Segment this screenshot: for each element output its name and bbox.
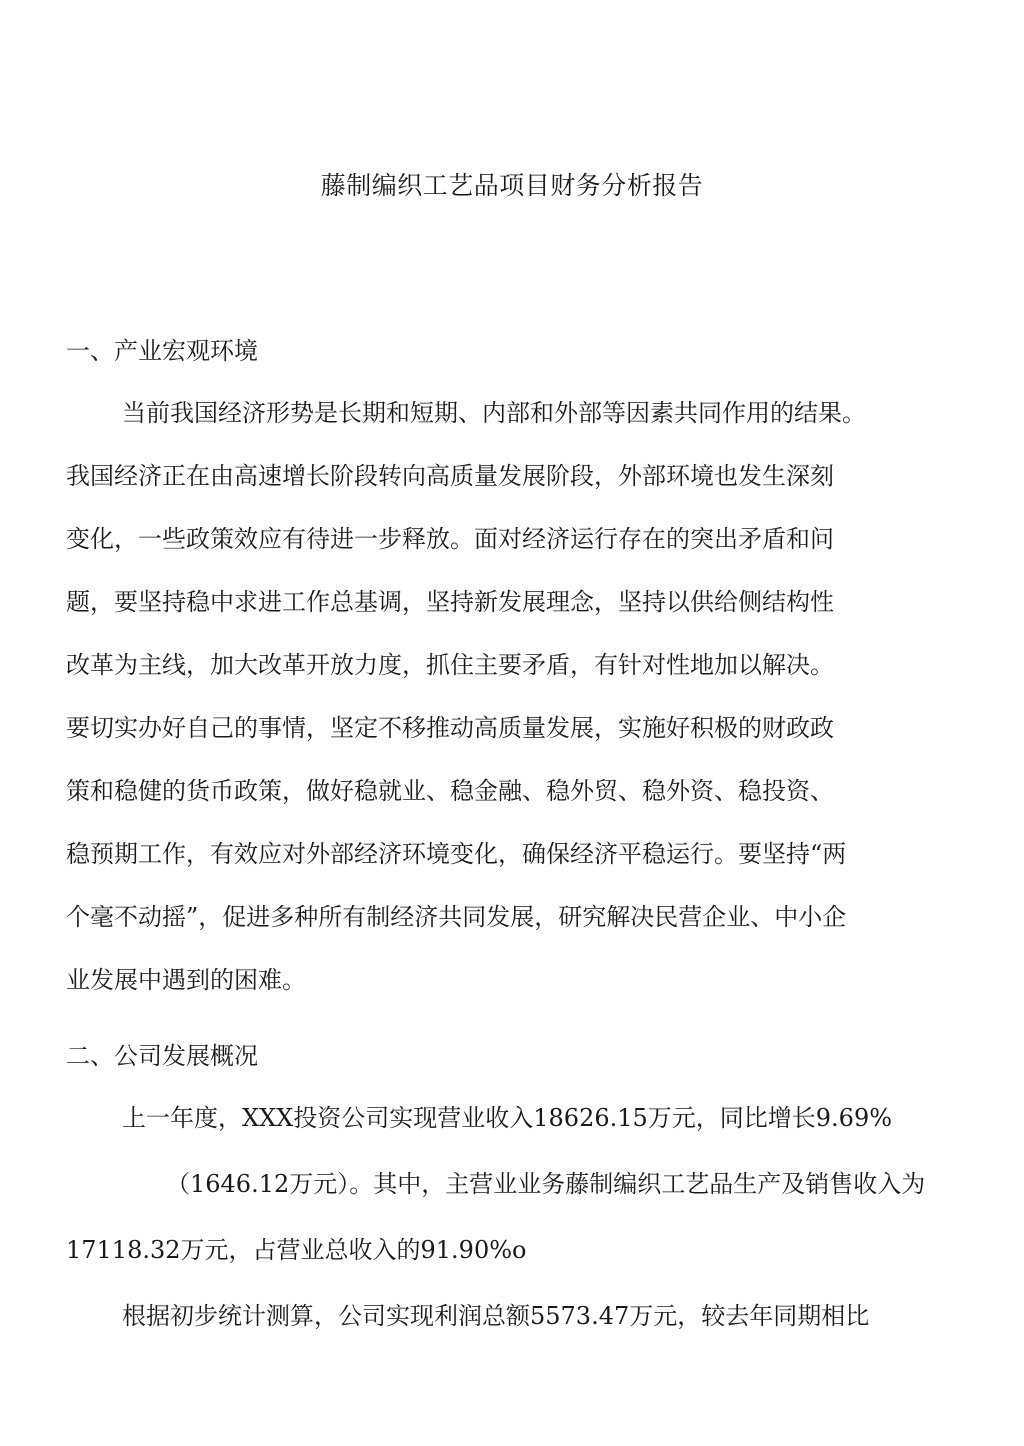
paragraph-line: 要切实办好自己的事情，坚定不移推动高质量发展，实施好积极的财政政: [66, 714, 834, 742]
paragraph-line: 策和稳健的货币政策，做好稳就业、稳金融、稳外贸、稳外资、稳投资、: [66, 777, 834, 805]
paragraph-line: 稳预期工作，有效应对外部经济环境变化，确保经济平稳运行。要坚持“两: [66, 840, 847, 868]
paragraph-line: 我国经济正在由高速增长阶段转向高质量发展阶段，外部环境也发生深刻: [66, 462, 834, 490]
paragraph-line: 个毫不动摇”，促进多种所有制经济共同发展，研究解决民营企业、中小企: [66, 903, 847, 931]
section-heading-company-overview: 二、公司发展概况: [66, 1042, 258, 1070]
paragraph-line: 根据初步统计测算，公司实现利润总额5573.47万元，较去年同期相比: [122, 1302, 870, 1330]
section-heading-industry-environment: 一、产业宏观环境: [66, 337, 258, 365]
paragraph-line: 17118.32万元，占营业总收入的91.90%o: [66, 1236, 527, 1264]
document-title: 藤制编织工艺品项目财务分析报告: [320, 171, 704, 200]
paragraph-line: 当前我国经济形势是长期和短期、内部和外部等因素共同作用的结果。: [122, 399, 866, 427]
paragraph-line: 上一年度，XXX投资公司实现营业收入18626.15万元，同比增长9.69%: [122, 1104, 893, 1132]
paragraph-line: 改革为主线，加大改革开放力度，抓住主要矛盾，有针对性地加以解决。: [66, 651, 834, 679]
paragraph-line: 变化，一些政策效应有待进一步释放。面对经济运行存在的突出矛盾和问: [66, 525, 834, 553]
paragraph-line: （1646.12万元）。其中，主营业业务藤制编织工艺品生产及销售收入为: [166, 1170, 926, 1198]
paragraph-line: 业发展中遇到的困难。: [66, 966, 306, 994]
paragraph-line: 题，要坚持稳中求进工作总基调，坚持新发展理念，坚持以供给侧结构性: [66, 588, 834, 616]
